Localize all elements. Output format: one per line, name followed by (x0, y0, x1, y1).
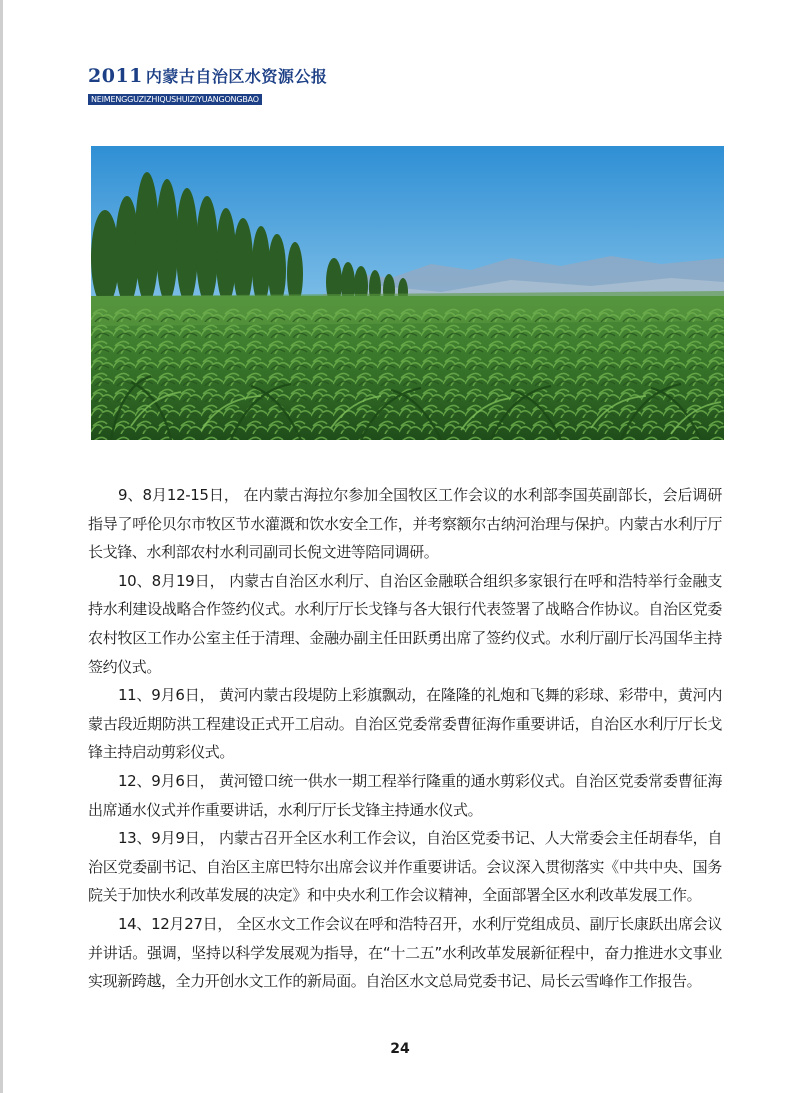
event-paragraph-14: 14、12月27日， 全区水文工作会议在呼和浩特召开，水利厅党组成员、副厅长康跃出席会议并讲话。强调，坚持以科学发展观为指导，在“十二五”水利改革发展新征程中，奋力推进水文事业实现新跨越，全力开创水文工作的新局面。自治区水文总局党委书记、局长云雪峰作工作报告。 (88, 914, 722, 991)
cornfield-landscape-photo (91, 146, 724, 440)
publication-pinyin-subtitle: NEIMENGGUZIZHIQUSHUIZIYUANGONGBAO (88, 94, 262, 105)
event-paragraph-9: 9、8月12-15日， 在内蒙古海拉尔参加全国牧区工作会议的水利部李国英副部长，会后调研指导了呼伦贝尔市牧区节水灌溉和饮水安全工作，并考察额尔古纳河治理与保护。内蒙古水利厅厅长戈锋、水利部农村水利司副司长倪文进等陪同调研。 (88, 486, 722, 562)
event-paragraph-10: 10、8月19日， 内蒙古自治区水利厅、自治区金融联合组织多家银行在呼和浩特举行金融支持水利建设战略合作签约仪式。水利厅厅长戈锋与各大银行代表签署了战略合作协议。自治区党委农村牧区工作办公室主任于清理、金融办副主任田跃勇出席了签约仪式。水利厅副厅长冯国华主持签约仪式。 (88, 571, 722, 676)
publication-year: 2011 (88, 65, 143, 87)
page-edge-bar (0, 0, 3, 1093)
event-paragraph-13: 13、9月9日， 内蒙古召开全区水利工作会议，自治区党委书记、人大常委会主任胡春华，自治区党委副书记、自治区主席巴特尔出席会议并作重要讲话。会议深入贯彻落实《中共中央、国务院关于加快水利改革发展的决定》和中央水利工作会议精神，全面部署全区水利改革发展工作。 (88, 829, 722, 905)
event-paragraph-11: 11、9月6日， 黄河内蒙古段堤防上彩旗飘动，在隆隆的礼炮和飞舞的彩球、彩带中，黄河内蒙古段近期防洪工程建设正式开工启动。自治区党委常委曹征海作重要讲话，自治区水利厅厅长戈锋主持启动剪彩仪式。 (88, 686, 722, 762)
event-paragraph-12: 12、9月6日， 黄河镫口统一供水一期工程举行隆重的通水剪彩仪式。自治区党委常委曹征海出席通水仪式并作重要讲话，水利厅厅长戈锋主持通水仪式。 (88, 771, 722, 819)
page-number: 24 (390, 1041, 410, 1057)
article-body (88, 481, 722, 996)
publication-name: 内蒙古自治区水资源公报 (145, 67, 328, 86)
publication-header (88, 64, 388, 106)
publication-title (88, 64, 388, 87)
